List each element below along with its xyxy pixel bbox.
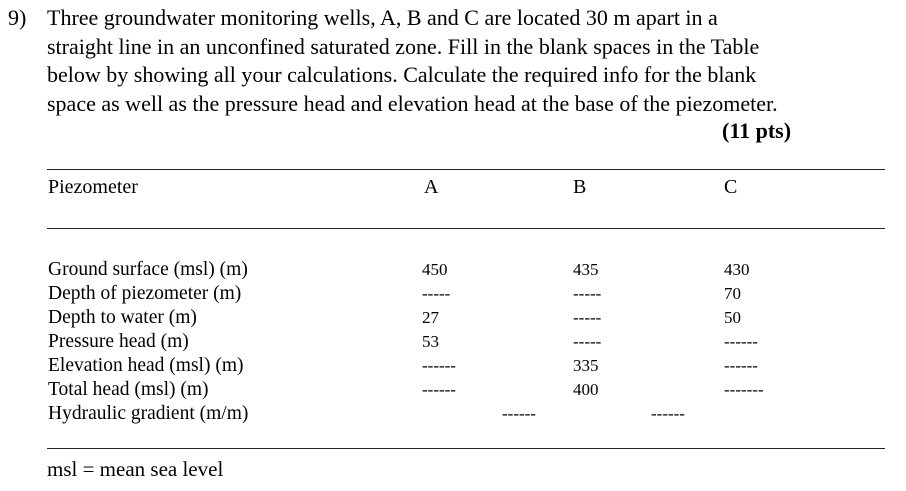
table-bottom-rule xyxy=(47,448,885,449)
table-top-rule xyxy=(47,169,885,170)
cell-depth-of-piezometer-a: ----- xyxy=(422,284,451,303)
question-number: 9) xyxy=(8,5,27,30)
row-label-hydraulic-gradient: Hydraulic gradient (m/m) xyxy=(48,403,249,424)
cell-ground-surface-a: 450 xyxy=(422,260,448,279)
table-header-col-a: A xyxy=(424,176,439,198)
footnote: msl = mean sea level xyxy=(47,457,224,481)
row-label-depth-of-piezometer: Depth of piezometer (m) xyxy=(48,283,242,304)
cell-depth-to-water-b: ----- xyxy=(573,308,602,327)
question-line-2: straight line in an unconfined saturated zone. Fill in the blank spaces in the Table xyxy=(47,33,760,59)
cell-pressure-head-c: ------ xyxy=(724,332,758,351)
cell-hydraulic-gradient-ab: ------ xyxy=(502,404,536,423)
question-line-4: space as well as the pressure head and elevation head at the base of the piezometer. xyxy=(47,90,778,116)
cell-total-head-b: 400 xyxy=(573,380,599,399)
cell-depth-to-water-a: 27 xyxy=(422,308,439,327)
table-header-col-b: B xyxy=(573,176,587,198)
row-label-pressure-head: Pressure head (m) xyxy=(48,331,189,352)
cell-elevation-head-b: 335 xyxy=(573,356,599,375)
cell-depth-to-water-c: 50 xyxy=(724,308,741,327)
cell-elevation-head-a: ------ xyxy=(422,356,456,375)
cell-depth-of-piezometer-b: ----- xyxy=(573,284,602,303)
row-label-ground-surface: Ground surface (msl) (m) xyxy=(48,259,248,280)
row-label-elevation-head: Elevation head (msl) (m) xyxy=(48,355,244,376)
row-label-depth-to-water: Depth to water (m) xyxy=(48,307,197,328)
cell-ground-surface-c: 430 xyxy=(724,260,750,279)
cell-total-head-a: ------ xyxy=(422,380,456,399)
cell-pressure-head-b: ----- xyxy=(573,332,602,351)
cell-elevation-head-c: ------ xyxy=(724,356,758,375)
table-header-col-c: C xyxy=(724,176,738,198)
cell-hydraulic-gradient-bc: ------ xyxy=(651,404,685,423)
question-line-3: below by showing all your calculations. Calculate the required info for the blank xyxy=(47,62,757,87)
table-header-label: Piezometer xyxy=(48,176,138,198)
cell-depth-of-piezometer-c: 70 xyxy=(724,284,741,303)
cell-pressure-head-a: 53 xyxy=(422,332,439,351)
points-value: (11 pts) xyxy=(722,118,792,143)
row-label-total-head: Total head (msl) (m) xyxy=(48,379,209,400)
cell-total-head-c: ------- xyxy=(724,380,764,399)
cell-ground-surface-b: 435 xyxy=(573,260,599,279)
question-line-1: Three groundwater monitoring wells, A, B and C are located 30 m apart in a xyxy=(47,5,718,30)
table-header-rule xyxy=(47,228,885,229)
question-text xyxy=(47,4,897,118)
